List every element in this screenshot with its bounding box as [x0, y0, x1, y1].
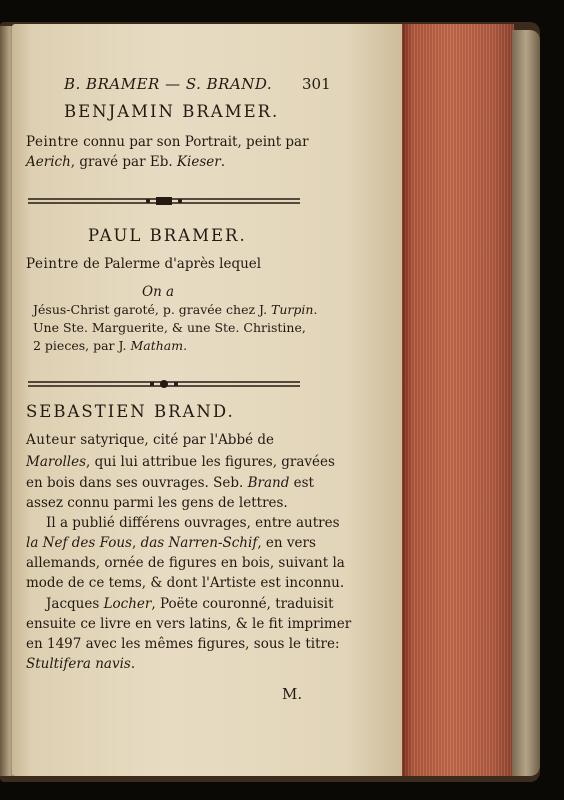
entry3-line5 — [46, 515, 340, 531]
text-run: Peintre — [26, 256, 79, 272]
italic-text: Locher — [103, 596, 152, 612]
entry3-line4 — [26, 495, 288, 511]
italic-text: Matham — [130, 338, 184, 353]
text-run: Une Ste. Marguerite, & une Ste. Christine, — [33, 320, 306, 335]
entry3-line7 — [26, 555, 345, 571]
text-run: . — [313, 302, 318, 317]
entry3-line12 — [26, 656, 135, 672]
text-run: , qui lui attribue les figures, gravées — [86, 454, 335, 470]
text-run: Jacques — [46, 596, 104, 612]
text-run: connu par son Portrait, peint par — [78, 134, 309, 150]
text-run: , — [131, 535, 141, 551]
text-run: . — [183, 338, 188, 353]
ornamental-rule — [26, 193, 302, 209]
text-run: Peintre — [26, 134, 79, 150]
text-run: , gravé par Eb. — [70, 154, 177, 170]
entry3-line11 — [26, 636, 340, 652]
entry3-line2 — [26, 454, 335, 470]
entry2-line1 — [26, 256, 261, 272]
entry2-line5 — [33, 338, 187, 354]
italic-text: das Narren-Schif — [140, 535, 258, 551]
text-run: allemands, ornée de figures en bois, suivant la — [26, 555, 345, 571]
page-number: 301 — [302, 75, 331, 93]
text-run: , Poëte couronné, traduisit — [151, 596, 334, 612]
text-run: . — [130, 656, 136, 672]
text-run: est — [289, 475, 314, 491]
heading-benjamin-bramer: BENJAMIN BRAMER. — [64, 102, 280, 121]
italic-text: Stultifera navis — [26, 656, 131, 672]
entry3-line1 — [26, 432, 274, 448]
text-run: Auteur — [26, 432, 77, 448]
italic-text: On a — [142, 284, 175, 300]
ornamental-rule — [26, 376, 302, 392]
heading-paul-bramer: PAUL BRAMER. — [88, 226, 247, 245]
entry3-line9 — [46, 596, 334, 612]
text-run: assez connu parmi les gens de lettres. — [26, 495, 288, 511]
italic-text: Marolles — [26, 454, 87, 470]
entry3-line3 — [26, 475, 314, 491]
page-block-red-edge — [402, 24, 514, 776]
entry2-line3 — [33, 302, 317, 318]
italic-text: Kieser — [176, 154, 221, 170]
text-run: , en vers — [257, 535, 316, 551]
text-run: 2 pieces, par J. — [33, 338, 131, 353]
text-run: en 1497 avec les mêmes figures, sous le titre: — [26, 636, 340, 652]
entry3-line10 — [26, 616, 351, 632]
running-head: B. BRAMER — S. BRAND. — [64, 75, 273, 93]
entry1-line2 — [26, 154, 225, 170]
text-run: Jésus-Christ garoté, p. gravée chez J. — [33, 302, 272, 317]
italic-text: la Nef des Fous — [26, 535, 132, 551]
entry2-line2 — [142, 284, 174, 300]
text-run: . — [220, 154, 225, 170]
text-run: satyrique, cité par l'Abbé de — [76, 432, 275, 448]
entry3-line6 — [26, 535, 316, 551]
text-run: Il a publié différens ouvrages, entre autres — [46, 515, 340, 531]
text-run: ensuite ce livre en vers latins, & le fit imprimer — [26, 616, 352, 632]
text-run: en bois dans ses ouvrages. Seb. — [26, 475, 248, 491]
entry1-line1 — [26, 134, 309, 150]
back-cover-board — [512, 30, 540, 776]
heading-sebastien-brand: SEBASTIEN BRAND. — [26, 402, 235, 421]
catchword: M. — [282, 685, 303, 703]
entry2-line4 — [33, 320, 306, 336]
text-run: de Palerme d'après lequel — [78, 256, 262, 272]
italic-text: Turpin — [271, 302, 314, 317]
italic-text: Brand — [247, 475, 290, 491]
entry3-line8 — [26, 575, 344, 591]
text-run: mode de ce tems, & dont l'Artiste est inconnu. — [26, 575, 345, 591]
italic-text: Aerich — [26, 154, 71, 170]
